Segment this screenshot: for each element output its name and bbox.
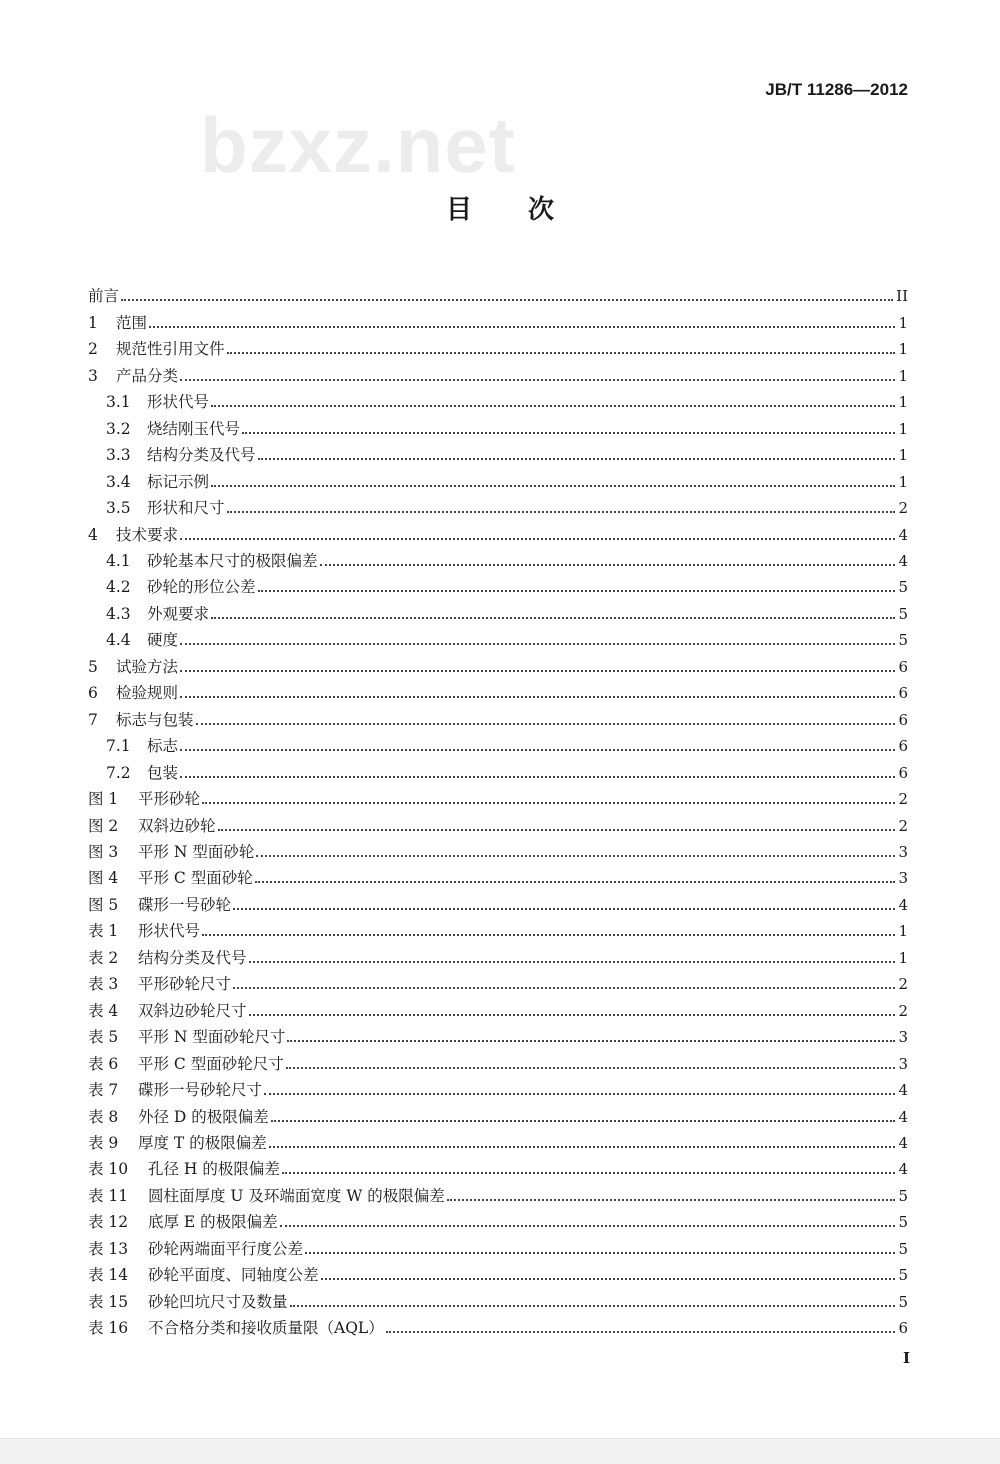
- toc-entry-title: 试验方法: [116, 657, 179, 676]
- toc-entry-title: 平形 C 型面砂轮尺寸: [138, 1054, 284, 1073]
- toc-entry-number: 表 1: [88, 922, 119, 941]
- dot-leader: [202, 934, 895, 936]
- toc-entry-title: 结构分类及代号: [138, 948, 247, 967]
- toc-entry-title: 底厚 E 的极限偏差: [148, 1213, 278, 1232]
- toc-entry[interactable]: [88, 1153, 908, 1179]
- toc-entry-page: 1: [898, 366, 908, 385]
- toc-entry[interactable]: [88, 359, 908, 385]
- toc-entry[interactable]: [88, 650, 908, 676]
- toc-entry-page: 3: [898, 1028, 908, 1047]
- toc-entry-title: 规范性引用文件: [116, 340, 225, 359]
- toc-entry-number: 4: [88, 525, 98, 544]
- dot-leader: [180, 379, 895, 381]
- toc-entry-title: 前言: [88, 287, 120, 306]
- toc-entry-title: 砂轮两端面平行度公差: [148, 1239, 304, 1258]
- toc-entry[interactable]: [88, 1074, 908, 1100]
- dot-leader: [211, 485, 895, 487]
- page-number: I: [903, 1349, 911, 1367]
- toc-entry-page: 5: [898, 1266, 908, 1285]
- toc-entry-page: 1: [898, 313, 908, 332]
- toc-entry-number: 表 14: [88, 1266, 129, 1285]
- toc-entry[interactable]: [88, 994, 908, 1020]
- dot-leader: [287, 1040, 895, 1042]
- toc-entry-page: 5: [898, 1186, 908, 1205]
- toc-entry-number: 图 5: [88, 895, 119, 914]
- toc-entry-page: 4: [898, 1133, 908, 1152]
- dot-leader: [282, 1172, 896, 1174]
- toc-entry-title: 平形砂轮尺寸: [138, 975, 232, 994]
- watermark: bzxz.net: [200, 101, 516, 189]
- dot-leader: [211, 405, 895, 407]
- toc-entry-page: 4: [898, 1107, 908, 1126]
- toc-entry-page: 2: [898, 816, 908, 835]
- toc-entry[interactable]: [88, 730, 908, 756]
- dot-leader: [321, 1278, 896, 1280]
- toc-entry[interactable]: [88, 1179, 908, 1205]
- toc-entry-title: 标志: [147, 737, 179, 756]
- toc-entry-page: 1: [898, 948, 908, 967]
- toc-entry[interactable]: [88, 545, 908, 571]
- toc-entry-page: 1: [898, 446, 908, 465]
- toc-entry-page: 3: [898, 1054, 908, 1073]
- dot-leader: [269, 1146, 896, 1148]
- toc-entry[interactable]: [88, 888, 908, 914]
- toc-entry[interactable]: [88, 1285, 908, 1311]
- toc-entry-title: 形状代号: [147, 393, 210, 412]
- toc-entry[interactable]: [88, 1232, 908, 1258]
- toc-entry-title: 不合格分类和接收质量限（AQL）: [148, 1319, 384, 1338]
- toc-entry[interactable]: [88, 1312, 908, 1338]
- dot-leader: [180, 643, 895, 645]
- toc-entry-page: 1: [898, 922, 908, 941]
- toc-entry-number: 表 10: [88, 1160, 129, 1179]
- toc-entry-page: II: [896, 287, 908, 306]
- document-code: JB/T 11286—2012: [765, 80, 908, 99]
- dot-leader: [286, 1067, 896, 1069]
- toc-entry[interactable]: [88, 677, 908, 703]
- toc-entry-page: 5: [898, 1239, 908, 1258]
- toc-entry-number: 4.4: [106, 631, 131, 650]
- toc-entry-title: 形状和尺寸: [147, 499, 225, 518]
- toc-entry-number: 3.1: [106, 393, 131, 412]
- dot-leader: [227, 511, 896, 513]
- dot-leader: [256, 855, 895, 857]
- toc-entry-title: 外观要求: [147, 604, 210, 623]
- toc-entry-page: 2: [898, 499, 908, 518]
- dot-leader: [202, 802, 895, 804]
- toc-entry[interactable]: [88, 1127, 908, 1153]
- toc-entry-title: 外径 D 的极限偏差: [138, 1107, 269, 1126]
- toc-entry-title: 砂轮平面度、同轴度公差: [148, 1266, 319, 1285]
- toc-entry-page: 1: [898, 419, 908, 438]
- toc-entry-page: 4: [898, 1081, 908, 1100]
- dot-leader: [320, 564, 896, 566]
- dot-leader: [242, 432, 895, 434]
- toc-entry[interactable]: [88, 809, 908, 835]
- toc-entry-number: 3.2: [106, 419, 131, 438]
- toc-entry-number: 表 15: [88, 1292, 129, 1311]
- toc-entry-number: 4.1: [106, 551, 131, 570]
- toc-entry-number: 3.5: [106, 499, 131, 518]
- toc-entry-number: 表 16: [88, 1319, 129, 1338]
- toc-entry-number: 6: [88, 684, 98, 703]
- dot-leader: [180, 776, 895, 778]
- toc-entry-page: 4: [898, 525, 908, 544]
- toc-entry-page: 2: [898, 1001, 908, 1020]
- toc-entry-page: 6: [898, 684, 908, 703]
- toc-entry-page: 6: [898, 763, 908, 782]
- dot-leader: [386, 1331, 896, 1333]
- toc-entry[interactable]: [88, 333, 908, 359]
- toc-entry[interactable]: [88, 306, 908, 332]
- toc-entry-title: 孔径 H 的极限偏差: [148, 1160, 280, 1179]
- toc-entry-page: 6: [898, 1319, 908, 1338]
- toc-entry-page: 5: [898, 1292, 908, 1311]
- toc-entry-title: 结构分类及代号: [147, 446, 256, 465]
- toc-entry-page: 2: [898, 790, 908, 809]
- toc-entry[interactable]: [88, 941, 908, 967]
- dot-leader: [271, 1120, 896, 1122]
- toc-entry[interactable]: [88, 1100, 908, 1126]
- toc-entry[interactable]: [88, 597, 908, 623]
- dot-leader: [258, 458, 896, 460]
- toc-entry-number: 4.2: [106, 578, 131, 597]
- toc-entry-title: 平形 N 型面砂轮尺寸: [138, 1028, 286, 1047]
- dot-leader: [249, 961, 896, 963]
- toc-entry-title: 硬度: [147, 631, 179, 650]
- toc-entry-title: 烧结刚玉代号: [147, 419, 241, 438]
- toc-entry-number: 7: [88, 710, 98, 729]
- dot-leader: [233, 987, 895, 989]
- table-of-contents: [88, 280, 908, 1338]
- toc-entry-number: 图 4: [88, 869, 119, 888]
- toc-entry[interactable]: [88, 1021, 908, 1047]
- toc-entry[interactable]: [88, 465, 908, 491]
- toc-entry[interactable]: [88, 280, 908, 306]
- toc-entry-title: 技术要求: [116, 525, 179, 544]
- toc-entry-title: 双斜边砂轮尺寸: [138, 1001, 247, 1020]
- toc-entry-number: 图 3: [88, 842, 119, 861]
- toc-entry-number: 1: [88, 313, 98, 332]
- page-title: 目次: [445, 195, 610, 225]
- dot-leader: [280, 1225, 896, 1227]
- toc-entry[interactable]: [88, 1259, 908, 1285]
- toc-entry-title: 平形 C 型面砂轮: [138, 869, 253, 888]
- dot-leader: [233, 908, 895, 910]
- toc-entry-page: 2: [898, 975, 908, 994]
- toc-entry-page: 1: [898, 393, 908, 412]
- toc-entry-number: 表 13: [88, 1239, 129, 1258]
- toc-entry-page: 4: [898, 895, 908, 914]
- dot-leader: [121, 299, 893, 301]
- toc-entry-number: 表 4: [88, 1001, 119, 1020]
- toc-entry-number: 表 5: [88, 1028, 119, 1047]
- toc-entry[interactable]: [88, 756, 908, 782]
- toc-entry-title: 碟形一号砂轮尺寸: [138, 1081, 263, 1100]
- toc-entry[interactable]: [88, 412, 908, 438]
- toc-entry-number: 3.3: [106, 446, 131, 465]
- dot-leader: [227, 352, 896, 354]
- toc-entry[interactable]: [88, 492, 908, 518]
- toc-entry[interactable]: [88, 968, 908, 994]
- toc-entry-page: 5: [898, 578, 908, 597]
- dot-leader: [264, 1093, 895, 1095]
- toc-entry[interactable]: [88, 703, 908, 729]
- toc-entry-title: 厚度 T 的极限偏差: [138, 1133, 267, 1152]
- toc-entry-title: 标记示例: [147, 472, 210, 491]
- toc-entry-number: 表 9: [88, 1133, 119, 1152]
- toc-entry-title: 砂轮凹坑尺寸及数量: [148, 1292, 288, 1311]
- toc-entry[interactable]: [88, 624, 908, 650]
- toc-entry[interactable]: [88, 783, 908, 809]
- toc-entry-title: 双斜边砂轮: [138, 816, 216, 835]
- toc-entry-number: 表 6: [88, 1054, 119, 1073]
- dot-leader: [255, 881, 896, 883]
- dot-leader: [447, 1199, 896, 1201]
- toc-entry-number: 图 1: [88, 790, 119, 809]
- toc-entry-page: 1: [898, 340, 908, 359]
- dot-leader: [290, 1305, 896, 1307]
- toc-entry-title: 产品分类: [116, 366, 179, 385]
- toc-entry-title: 检验规则: [116, 684, 179, 703]
- toc-entry-page: 6: [898, 657, 908, 676]
- toc-entry-number: 7.1: [106, 737, 131, 756]
- toc-entry-number: 表 8: [88, 1107, 119, 1126]
- toc-entry-number: 5: [88, 657, 98, 676]
- toc-entry-page: 3: [898, 842, 908, 861]
- toc-entry[interactable]: [88, 518, 908, 544]
- toc-entry-number: 3.4: [106, 472, 131, 491]
- dot-leader: [258, 590, 896, 592]
- toc-entry-title: 砂轮基本尺寸的极限偏差: [147, 551, 318, 570]
- dot-leader: [180, 696, 895, 698]
- toc-entry-title: 范围: [116, 313, 148, 332]
- dot-leader: [211, 617, 895, 619]
- toc-entry-title: 平形 N 型面砂轮: [138, 842, 255, 861]
- toc-entry-page: 5: [898, 631, 908, 650]
- toc-entry-number: 3: [88, 366, 98, 385]
- toc-entry-page: 5: [898, 1213, 908, 1232]
- toc-entry-title: 碟形一号砂轮: [138, 895, 232, 914]
- toc-entry-page: 1: [898, 472, 908, 491]
- toc-entry-number: 图 2: [88, 816, 119, 835]
- toc-entry-number: 7.2: [106, 763, 131, 782]
- dot-leader: [180, 538, 895, 540]
- toc-entry-number: 表 12: [88, 1213, 129, 1232]
- viewer-bottom-bar: [0, 1438, 1000, 1464]
- toc-entry-title: 形状代号: [138, 922, 201, 941]
- dot-leader: [196, 723, 896, 725]
- toc-entry-title: 砂轮的形位公差: [147, 578, 256, 597]
- toc-entry-number: 表 3: [88, 975, 119, 994]
- toc-entry-number: 2: [88, 340, 98, 359]
- dot-leader: [305, 1252, 895, 1254]
- toc-entry-page: 5: [898, 604, 908, 623]
- toc-entry[interactable]: [88, 386, 908, 412]
- dot-leader: [218, 829, 896, 831]
- toc-entry[interactable]: [88, 915, 908, 941]
- toc-entry-number: 表 11: [88, 1186, 129, 1205]
- toc-entry-page: 3: [898, 869, 908, 888]
- toc-entry[interactable]: [88, 836, 908, 862]
- dot-leader: [149, 326, 895, 328]
- toc-entry-page: 4: [898, 551, 908, 570]
- toc-entry-title: 圆柱面厚度 U 及环端面宽度 W 的极限偏差: [148, 1186, 445, 1205]
- toc-entry-title: 标志与包装: [116, 710, 194, 729]
- toc-entry-page: 4: [898, 1160, 908, 1179]
- toc-entry-number: 表 7: [88, 1081, 119, 1100]
- toc-entry[interactable]: [88, 862, 908, 888]
- dot-leader: [249, 1014, 896, 1016]
- toc-entry[interactable]: [88, 1206, 908, 1232]
- toc-entry-number: 4.3: [106, 604, 131, 623]
- toc-entry-number: 表 2: [88, 948, 119, 967]
- dot-leader: [180, 670, 895, 672]
- toc-entry-page: 6: [898, 710, 908, 729]
- dot-leader: [180, 749, 895, 751]
- toc-entry[interactable]: [88, 571, 908, 597]
- toc-entry[interactable]: [88, 439, 908, 465]
- toc-entry[interactable]: [88, 1047, 908, 1073]
- toc-entry-title: 平形砂轮: [138, 790, 201, 809]
- toc-entry-page: 6: [898, 737, 908, 756]
- toc-entry-title: 包装: [147, 763, 179, 782]
